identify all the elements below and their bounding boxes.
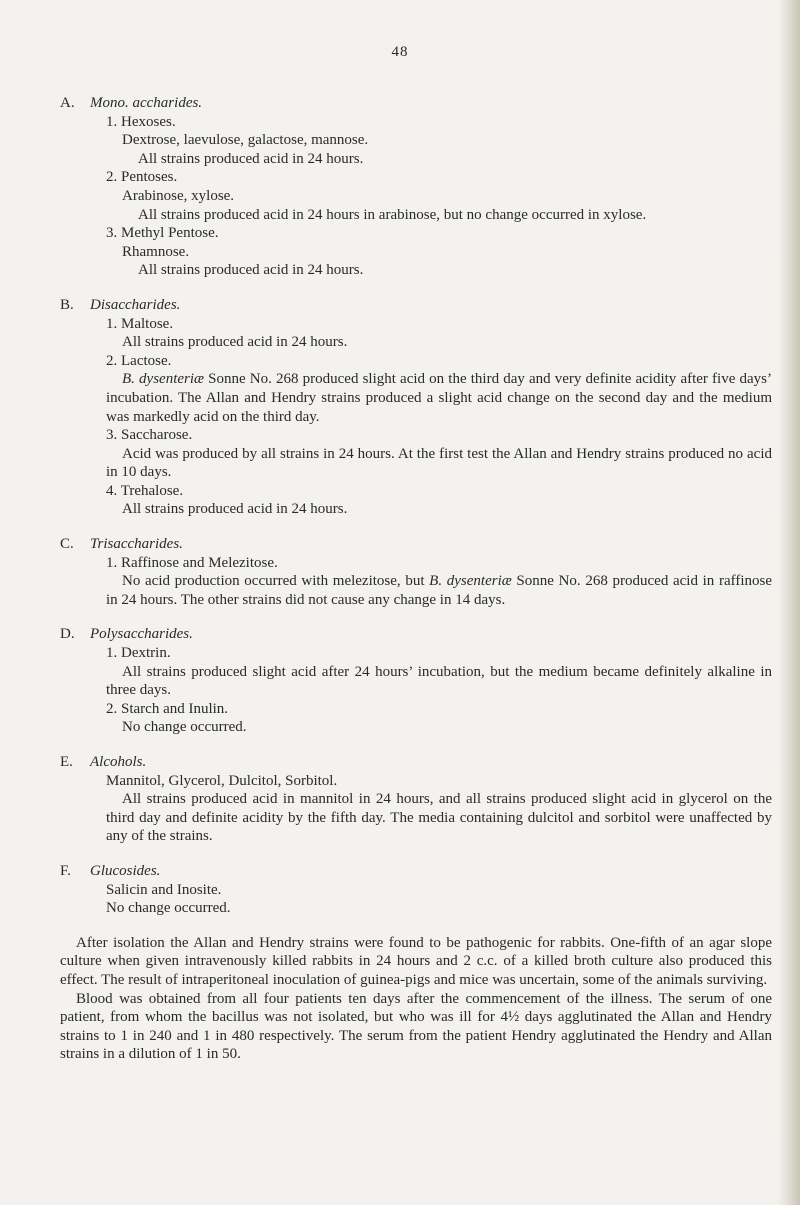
item-text: All strains produced acid in 24 hours. bbox=[122, 501, 348, 518]
item-text: All strains produced acid in mannitol in 24 hours, and all strains produced slight acid in glycerol on the third day and definite acidity by the fifth day. The media containing dulcitol and sorbitol were unaffected by any of the strains. bbox=[106, 791, 772, 845]
item-names: Mannitol, Glycerol, Dulcitol, Sorbitol. bbox=[106, 772, 338, 789]
item-number: 1. bbox=[106, 315, 118, 332]
item-names: Dextrose, laevulose, galactose, mannose. bbox=[122, 132, 369, 149]
item-text-pre: No acid production occurred with melezitose, but bbox=[122, 573, 430, 590]
section-heading bbox=[60, 94, 772, 113]
item-title: Hexoses. bbox=[121, 113, 176, 130]
item-number: 2. bbox=[106, 169, 118, 186]
section-title: Mono. accharides. bbox=[90, 95, 203, 111]
species-name: B. dysenteriæ bbox=[122, 371, 205, 388]
species-name: B. dysenteriæ bbox=[429, 573, 512, 590]
section-monosaccharides bbox=[60, 94, 772, 280]
section-glucosides bbox=[60, 862, 772, 918]
list-item bbox=[60, 315, 772, 352]
item-text: All strains produced acid in 24 hours. bbox=[138, 150, 364, 167]
item-number: 2. bbox=[106, 700, 118, 717]
section-title: Alcohols. bbox=[90, 754, 147, 770]
section-letter: B. bbox=[60, 296, 74, 313]
item-number: 1. bbox=[106, 554, 118, 571]
item-number: 1. bbox=[106, 645, 118, 662]
item-title: Pentoses. bbox=[121, 169, 178, 186]
section-letter: F. bbox=[60, 862, 71, 879]
section-trisaccharides bbox=[60, 535, 772, 609]
section-polysaccharides bbox=[60, 625, 772, 737]
item-number: 2. bbox=[106, 352, 118, 369]
list-item bbox=[60, 482, 772, 519]
section-title: Trisaccharides. bbox=[90, 536, 183, 553]
section-letter: E. bbox=[60, 754, 73, 770]
section-disaccharides bbox=[60, 296, 772, 519]
item-text: All strains produced acid in 24 hours. bbox=[138, 262, 364, 279]
list-item bbox=[60, 772, 772, 846]
paragraph: Blood was obtained from all four patients ten days after the commencement of the illness. The serum of one patient, from whom the bacillus was not isolated, but who was ill for 4½ days agglutinated the Allan and Hendry strains to 1 in 240 and 1 in 480 respectively. The serum from the patient Hendry agglutinated the Hendry and Allan strains in a dilution of 1 in 50. bbox=[60, 990, 772, 1063]
item-text: No change occurred. bbox=[122, 719, 247, 736]
section-heading bbox=[60, 625, 772, 644]
item-text-body: Sonne No. 268 produced acid in raffinose in 24 hours. The other strains did not cause any change in 14 days. bbox=[106, 573, 773, 608]
section-title: Polysaccharides. bbox=[90, 626, 193, 643]
item-title: Lactose. bbox=[121, 352, 172, 369]
item-number: 1. bbox=[106, 113, 118, 130]
list-item bbox=[60, 113, 772, 169]
section-title: Disaccharides. bbox=[90, 296, 181, 313]
item-number: 4. bbox=[106, 482, 118, 499]
item-text bbox=[90, 370, 772, 426]
item-number: 3. bbox=[106, 225, 118, 242]
item-title: Saccharose. bbox=[121, 427, 193, 444]
section-heading bbox=[60, 753, 772, 772]
list-item bbox=[60, 554, 772, 610]
section-title: Glucosides. bbox=[90, 862, 161, 879]
item-names: Arabinose, xylose. bbox=[122, 187, 235, 204]
document-body bbox=[60, 94, 772, 1064]
closing-paragraphs bbox=[60, 934, 772, 1064]
list-item bbox=[60, 168, 772, 224]
item-title: Trehalose. bbox=[120, 482, 184, 499]
list-item bbox=[60, 881, 772, 918]
page-edge-shadow bbox=[778, 0, 800, 1205]
item-title: Starch and Inulin. bbox=[121, 700, 229, 717]
list-item bbox=[60, 352, 772, 426]
item-names: Salicin and Inosite. bbox=[106, 881, 222, 898]
section-alcohols bbox=[60, 753, 772, 846]
section-letter: C. bbox=[60, 536, 74, 553]
item-text bbox=[90, 572, 772, 609]
section-heading bbox=[60, 862, 772, 881]
section-letter: A. bbox=[60, 95, 75, 111]
list-item bbox=[60, 224, 772, 280]
section-letter: D. bbox=[60, 626, 75, 643]
item-title: Maltose. bbox=[121, 315, 174, 332]
paragraph: After isolation the Allan and Hendry strains were found to be pathogenic for rabbits. One-fifth of an agar slope culture when given intravenously killed rabbits in 24 hours and 2 c.c. of a killed broth culture also produced this effect. The result of intraperitoneal inoculation of guinea-pigs and mice was uncertain, some of the animals surviving. bbox=[60, 934, 772, 988]
section-heading bbox=[60, 296, 772, 315]
section-heading bbox=[60, 535, 772, 554]
item-text: All strains produced slight acid after 24 hours’ incubation, but the medium became definitely alkaline in three days. bbox=[106, 663, 772, 699]
page-number: 48 bbox=[391, 44, 409, 60]
item-title: Raffinose and Melezitose. bbox=[121, 554, 278, 571]
list-item bbox=[60, 700, 772, 737]
item-text-body: Sonne No. 268 produced slight acid on the third day and very definite acidity after five days’ incubation. The Allan and Hendry strains produced a slight acid change on the second day and the medium was markedly acid on the third day. bbox=[106, 371, 772, 425]
item-title: Methyl Pentose. bbox=[121, 225, 219, 242]
list-item bbox=[60, 426, 772, 482]
item-number: 3. bbox=[106, 427, 118, 444]
item-title: Dextrin. bbox=[121, 645, 171, 662]
item-names: Rhamnose. bbox=[122, 243, 190, 260]
item-text: Acid was produced by all strains in 24 hours. At the first test the Allan and Hendry strains produced no acid in 10 days. bbox=[106, 445, 772, 481]
item-text: All strains produced acid in 24 hours. bbox=[122, 334, 348, 351]
list-item bbox=[60, 644, 772, 700]
item-text: No change occurred. bbox=[106, 900, 231, 917]
item-text: All strains produced acid in 24 hours in arabinose, but no change occurred in xylose. bbox=[138, 206, 647, 223]
